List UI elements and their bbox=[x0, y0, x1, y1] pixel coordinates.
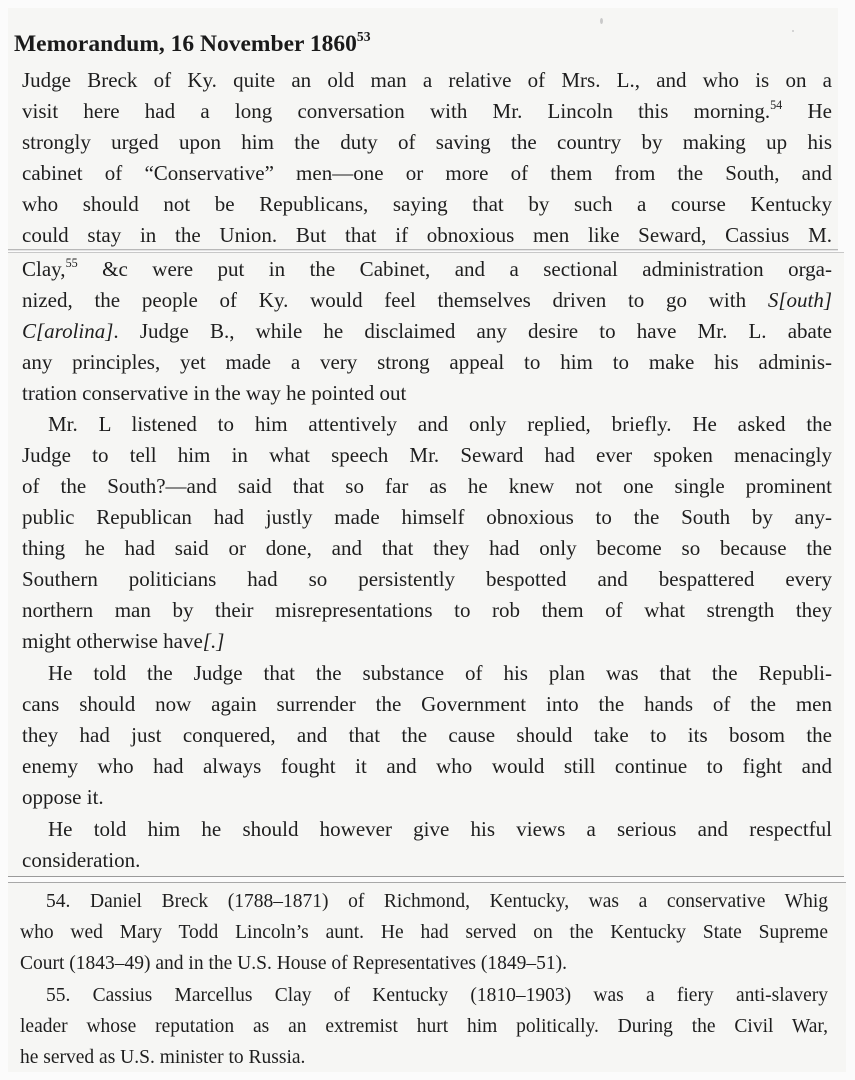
paragraph-1-line-7 bbox=[22, 255, 832, 283]
paragraph-4-line-2: consideration. bbox=[22, 848, 141, 872]
paragraph-1-line-1: Judge Breck of Ky. quite an old man a relative of Mrs. L., and who is on a bbox=[22, 68, 832, 92]
paragraph-2-line-4: public Republican had justly made himself obnoxious to the South by any- bbox=[22, 505, 832, 529]
paragraph-2-line-5: thing he had said or done, and that they had only become so because the bbox=[22, 536, 832, 560]
footnote-55-line-3: he served as U.S. minister to Russia. bbox=[20, 1047, 306, 1068]
footnote-ref-53: 53 bbox=[356, 29, 371, 45]
footnote-55-line-2: leader whose reputation as an extremist hurt him politically. During the Civil War, bbox=[20, 1016, 828, 1037]
paragraph-1-line-8-text: nized, the people of Ky. would feel themselves driven to go with bbox=[22, 288, 768, 312]
scan-speck bbox=[792, 30, 794, 32]
paragraph-2-line-3: of the South?—and said that so far as he knew not one single prominent bbox=[22, 474, 832, 498]
footnote-54-line-3: Court (1843–49) and in the U.S. House of Representatives (1849–51). bbox=[20, 953, 567, 974]
paragraph-3-line-5: oppose it. bbox=[22, 785, 104, 809]
paragraph-1-line-10: any principles, yet made a very strong appeal to him to make his adminis- bbox=[22, 350, 832, 374]
paragraph-3-line-1: He told the Judge that the substance of his plan was that the Republi- bbox=[48, 661, 832, 685]
paragraph-1-line-3: strongly urged upon him the duty of saving the country by making up his bbox=[22, 130, 832, 154]
editorial-insert-period: [.] bbox=[202, 629, 225, 653]
paragraph-1-line-5: who should not be Republicans, saying that by such a course Kentucky bbox=[22, 192, 832, 216]
footnote-ref-54: 54 bbox=[770, 98, 783, 113]
paragraph-2-line-2: Judge to tell him in what speech Mr. Seward had ever spoken menacingly bbox=[22, 443, 832, 467]
memorandum-title: Memorandum, 16 November 1860 bbox=[14, 31, 357, 57]
scan-speck bbox=[600, 18, 603, 24]
paragraph-1-line-4: cabinet of “Conservative” men—one or more of them from the South, and bbox=[22, 161, 832, 185]
paragraph-1-line-11: tration conservative in the way he pointed out bbox=[22, 381, 407, 405]
paragraph-1-line-8 bbox=[22, 286, 832, 314]
paragraph-1-line-9-text: . Judge B., while he disclaimed any desire to have Mr. L. abate bbox=[113, 319, 832, 343]
paragraph-1-line-7-start: Clay, bbox=[22, 257, 66, 281]
editorial-insert-south: S[outh] bbox=[767, 288, 832, 312]
footnote-55-line-1: 55. Cassius Marcellus Clay of Kentucky (1810–1903) was a fiery anti-slavery bbox=[46, 985, 828, 1006]
footnote-54-line-2: who wed Mary Todd Lincoln’s aunt. He had served on the Kentucky State Supreme bbox=[20, 922, 828, 943]
paragraph-1-line-6: could stay in the Union. But that if obnoxious men like Seward, Cassius M. bbox=[22, 223, 832, 247]
paragraph-1-line-2-end: He bbox=[782, 99, 832, 123]
paragraph-2-line-6: Southern politicians had so persistently bespotted and bespattered every bbox=[22, 567, 832, 591]
editorial-insert-carolina: C[arolina] bbox=[22, 319, 114, 343]
paragraph-3-line-3: they had just conquered, and that the cause should take to its bosom the bbox=[22, 723, 832, 747]
paragraph-1-line-7-text: &c were put in the Cabinet, and a sectional administration orga- bbox=[77, 257, 832, 281]
paragraph-1-line-9 bbox=[22, 317, 832, 345]
paragraph-3-line-2: cans should now again surrender the Government into the hands of the men bbox=[22, 692, 832, 716]
paragraph-1-line-2-text: visit here had a long conversation with Mr. Lincoln this morning. bbox=[22, 99, 771, 123]
paragraph-2-line-8 bbox=[22, 627, 832, 655]
paragraph-2-line-7: northern man by their misrepresentations to rob them of what strength they bbox=[22, 598, 832, 622]
paragraph-4-line-1: He told him he should however give his views a serious and respectful bbox=[48, 817, 832, 841]
footnote-ref-55: 55 bbox=[65, 256, 78, 271]
paragraph-3-line-4: enemy who had always fought it and who would still continue to fight and bbox=[22, 754, 832, 778]
paragraph-1-line-2 bbox=[22, 97, 832, 125]
memorandum-heading bbox=[14, 30, 371, 58]
paragraph-2-line-8-text: might otherwise have bbox=[22, 629, 203, 653]
footnote-54-line-1: 54. Daniel Breck (1788–1871) of Richmond, Kentucky, was a conservative Whig bbox=[46, 891, 828, 912]
paragraph-2-line-1: Mr. L listened to him attentively and only replied, briefly. He asked the bbox=[48, 412, 832, 436]
